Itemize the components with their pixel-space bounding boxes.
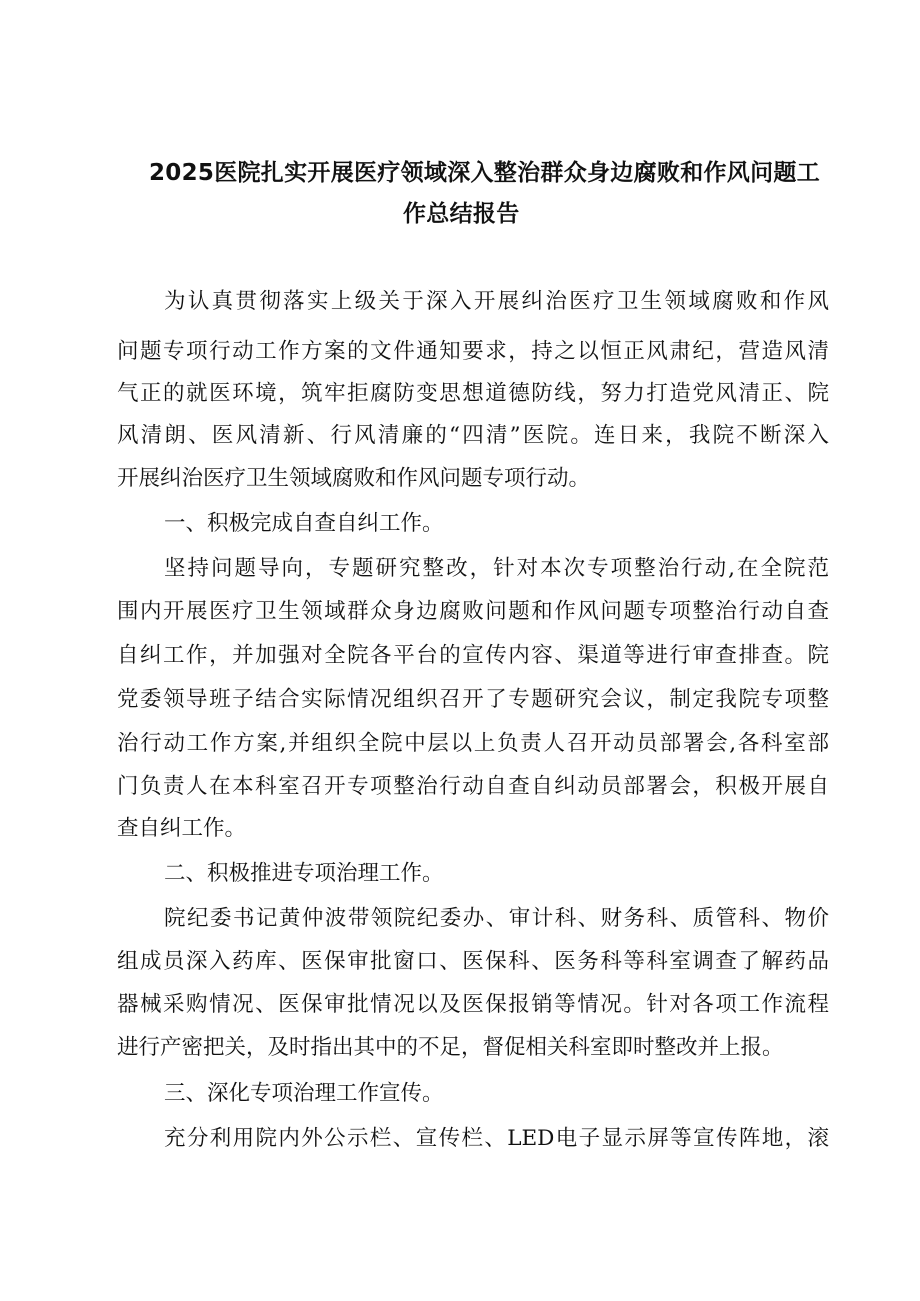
document-title-line-2: 作总结报告 [403, 201, 520, 227]
paragraph-line: 坚持问题导向，专题研究整改，针对本次专项整治行动,在全院范 [164, 556, 829, 581]
section-heading-1: 一、积极完成自查自纠工作。 [164, 511, 444, 536]
paragraph-line: 党委领导班子结合实际情况组织召开了专题研究会议，制定我院专项整 [117, 687, 829, 712]
paragraph-line: 气正的就医环境，筑牢拒腐防变思想道德防线，努力打造党风清正、院 [117, 381, 829, 406]
paragraph-line: 问题专项行动工作方案的文件通知要求，持之以恒正风肃纪，营造风清 [117, 339, 829, 364]
paragraph-line: 为认真贯彻落实上级关于深入开展纠治医疗卫生领域腐败和作风 [164, 289, 829, 314]
paragraph-line: 充分利用院内外公示栏、宣传栏、LED电子显示屏等宣传阵地，滚 [164, 1126, 829, 1151]
section-heading-3: 三、深化专项治理工作宣传。 [164, 1081, 444, 1106]
paragraph-line: 查自纠工作。 [117, 816, 247, 841]
document-title-line-1: 2025医院扎实开展医疗领域深入整治群众身边腐败和作风问题工 [148, 160, 820, 186]
paragraph-line: 门负责人在本科室召开专项整治行动自查自纠动员部署会，积极开展自 [117, 774, 829, 799]
paragraph-line: 进行产密把关，及时指出其中的不足，督促相关科室即时整改并上报。 [117, 1035, 784, 1060]
paragraph-line: 开展纠治医疗卫生领域腐败和作风问题专项行动。 [117, 466, 591, 491]
paragraph-line: 风清朗、医风清新、行风清廉的“四清”医院。连日来，我院不断深入 [117, 423, 829, 448]
paragraph-line: 治行动工作方案,并组织全院中层以上负责人召开动员部署会,各科室部 [117, 731, 829, 756]
paragraph-line: 组成员深入药库、医保审批窗口、医保科、医务科等科室调查了解药品 [117, 949, 829, 974]
paragraph-line: 器械采购情况、医保审批情况以及医保报销等情况。针对各项工作流程 [117, 992, 829, 1017]
section-heading-2: 二、积极推进专项治理工作。 [164, 861, 444, 886]
paragraph-line: 自纠工作，并加强对全院各平台的宣传内容、渠道等进行审查排查。院 [117, 643, 829, 668]
paragraph-line: 围内开展医疗卫生领域群众身边腐败问题和作风问题专项整治行动自查 [117, 599, 829, 624]
paragraph-line: 院纪委书记黄仲波带领院纪委办、审计科、财务科、质管科、物价 [164, 906, 829, 931]
